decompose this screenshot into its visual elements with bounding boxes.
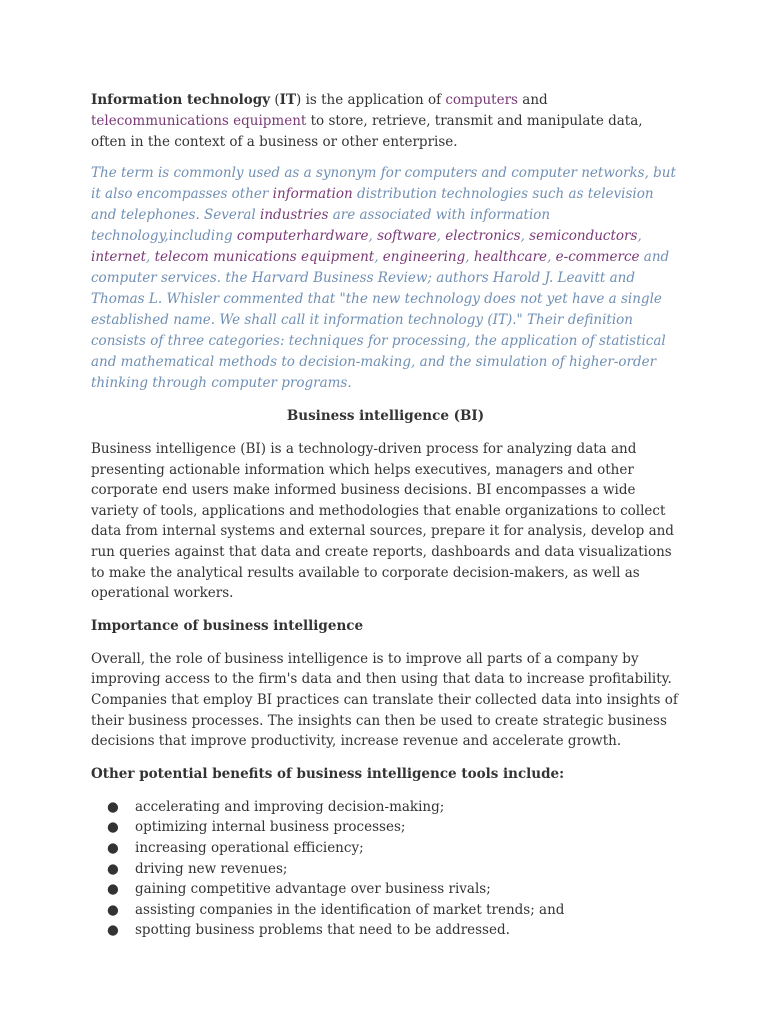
sep: , bbox=[368, 228, 378, 244]
importance-heading: Importance of business intelligence bbox=[91, 617, 364, 634]
list-item bbox=[107, 879, 680, 900]
bullet-icon: ● bbox=[107, 819, 119, 836]
link-electronics[interactable]: electronics bbox=[445, 228, 521, 244]
list-item-text: accelerating and improving decision-making; bbox=[135, 798, 445, 815]
sep: , bbox=[436, 228, 446, 244]
link-industries[interactable]: industries bbox=[260, 207, 329, 223]
sep: , bbox=[520, 228, 530, 244]
intro-text-2: ) is the application of bbox=[296, 92, 446, 108]
list-item bbox=[107, 920, 680, 941]
bullet-icon: ● bbox=[107, 860, 119, 877]
importance-paragraph: Overall, the role of business intelligence is to improve all parts of a company by improving access to the firm's data and then using that data to increase profitability. Companies that employ BI practices can translate their collected data into insights of their business processes. The insights can then be used to create strategic business decisions that improve productivity, increase revenue and accelerate growth. bbox=[91, 650, 678, 750]
benefits-list bbox=[91, 797, 680, 941]
bullet-icon: ● bbox=[107, 839, 119, 856]
quote-text-4: and computer services. the Harvard Business Review; authors Harold J. Leavitt and Thomas L. Whisler commented that "the new technology does not yet have a single established name. We shall call it information technology (IT)." Their definition consists of three categories: techniques for processing, the application of statistical and mathematical methods to decision-making, and the simulation of higher-order thinking through computer programs. bbox=[91, 249, 670, 391]
intro-text-3: and bbox=[517, 92, 548, 108]
list-item bbox=[107, 797, 680, 818]
sep: , bbox=[637, 228, 642, 244]
link-telecom-equipment[interactable]: telecom munications equipment bbox=[154, 249, 375, 265]
sep: , bbox=[465, 249, 474, 265]
list-item-text: increasing operational efficiency; bbox=[135, 839, 364, 856]
list-item-text: assisting companies in the identification of market trends; and bbox=[135, 901, 565, 918]
list-item-text: gaining competitive advantage over business rivals; bbox=[135, 881, 491, 898]
intro-text-1: ( bbox=[270, 92, 280, 108]
bi-title: Business intelligence (BI) bbox=[286, 408, 485, 424]
quote-text-2: distribution technologies such as television and telephones. Several bbox=[91, 186, 654, 223]
quote-paragraph bbox=[91, 163, 680, 394]
list-item-text: optimizing internal business processes; bbox=[135, 819, 406, 836]
quote-text-1: The term is commonly used as a synonym for computers and computer networks, but it also encompasses other bbox=[91, 165, 676, 202]
link-internet[interactable]: internet bbox=[91, 249, 146, 265]
link-computers[interactable]: computers bbox=[445, 92, 518, 108]
link-information[interactable]: information bbox=[272, 186, 353, 202]
bullet-icon: ● bbox=[107, 922, 119, 939]
list-item bbox=[107, 838, 680, 859]
list-item-text: driving new revenues; bbox=[135, 860, 288, 877]
bullet-icon: ● bbox=[107, 798, 119, 815]
sep: , bbox=[374, 249, 383, 265]
link-healthcare[interactable]: healthcare bbox=[473, 249, 548, 265]
bi-paragraph: Business intelligence (BI) is a technology-driven process for analyzing data and presenting actionable information which helps executives, managers and other corporate end users make informed business decisions. BI encompasses a wide variety of tools, applications and methodologies that enable organizations to collect data from internal systems and external sources, prepare it for analysis, develop and run queries against that data and create reports, dashboards and data visualizations to make the analytical results available to corporate decision-makers, as well as operational workers. bbox=[91, 441, 674, 602]
list-item bbox=[107, 817, 680, 838]
link-ecommerce[interactable]: e-commerce bbox=[555, 249, 640, 265]
list-item bbox=[107, 859, 680, 880]
bullet-icon: ● bbox=[107, 901, 119, 918]
quote-text-3: are associated with information technology,including bbox=[91, 207, 551, 244]
abbr-bold: IT bbox=[279, 92, 297, 108]
sep: , bbox=[547, 249, 556, 265]
link-engineering[interactable]: engineering bbox=[382, 249, 466, 265]
intro-text-4: to store, retrieve, transmit and manipulate data, often in the context of a business or other enterprise. bbox=[91, 113, 643, 150]
intro-paragraph bbox=[91, 90, 680, 153]
sep: , bbox=[146, 249, 155, 265]
term-bold: Information technology bbox=[91, 92, 271, 108]
link-software[interactable]: software bbox=[377, 228, 437, 244]
link-semiconductors[interactable]: semiconductors bbox=[529, 228, 638, 244]
list-item-text: spotting business problems that need to be addressed. bbox=[135, 922, 510, 939]
benefits-heading: Other potential benefits of business intelligence tools include: bbox=[91, 765, 565, 782]
link-telecommunications[interactable]: telecommunications equipment bbox=[91, 113, 307, 129]
link-computerhardware[interactable]: computerhardware bbox=[236, 228, 369, 244]
list-item bbox=[107, 900, 680, 921]
bullet-icon: ● bbox=[107, 881, 119, 898]
